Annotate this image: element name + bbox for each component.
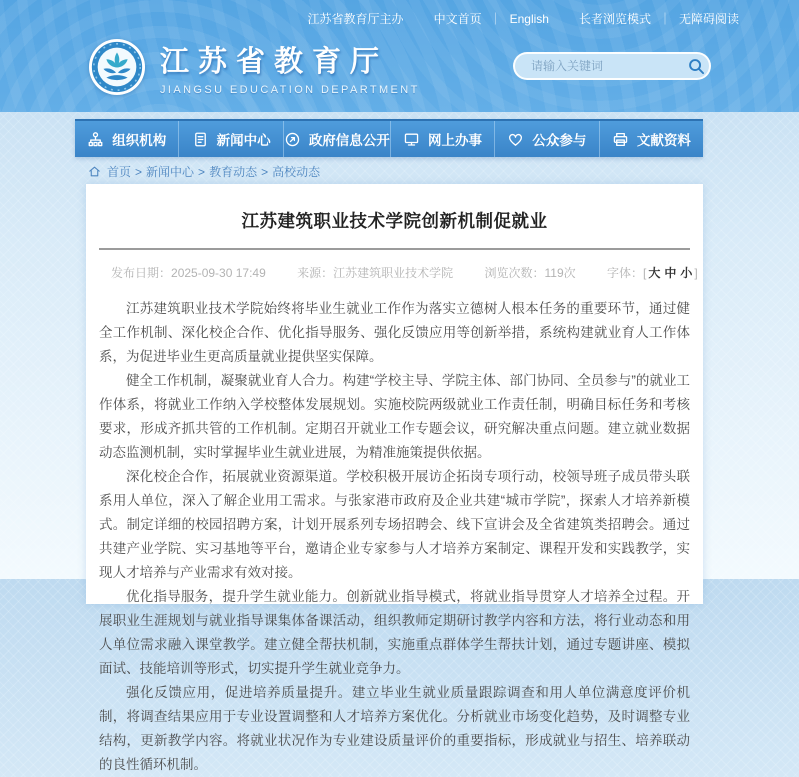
- breadcrumb-separator: >: [135, 164, 143, 179]
- breadcrumb-item-education-news[interactable]: 教育动态: [209, 165, 258, 179]
- nav-item-label: 新闻中心: [216, 133, 271, 148]
- bracket: ]: [694, 266, 698, 280]
- nav-item-public-participation[interactable]: [494, 121, 598, 157]
- nav-item-news[interactable]: [178, 121, 282, 157]
- topbar-separator: ｜: [489, 12, 502, 26]
- publish-date-label: 发布日期：: [111, 266, 172, 280]
- breadcrumb: [88, 163, 320, 180]
- topbar-link-sponsor[interactable]: 江苏省教育厅主办: [307, 12, 404, 26]
- breadcrumb-separator: >: [198, 164, 206, 179]
- printer-icon: [612, 131, 629, 148]
- nav-item-online-service[interactable]: [390, 121, 494, 157]
- source-value: 江苏建筑职业技术学院: [333, 266, 454, 280]
- search-button[interactable]: [688, 58, 705, 75]
- article-meta: [97, 264, 698, 281]
- breadcrumb-item-college-news[interactable]: 高校动态: [272, 165, 321, 179]
- nav-item-label: 政府信息公开: [308, 133, 390, 148]
- article-paragraph: 优化指导服务，提升学生就业能力。创新就业指导模式，将就业指导贯穿人才培养全过程。开展职业生涯规划与就业指导课集体备课活动，组织教师定期研讨教学内容和方法，将行业动态和用人单位需求融入课堂教学。建立健全帮扶机制，实施重点群体学生帮扶计划，通过专题讲座、模拟面试、技能培训等形式，切实提升学生就业竞争力。: [99, 589, 690, 676]
- nav-item-label: 网上办事: [428, 133, 483, 148]
- topbar-link-chinese-home[interactable]: 中文首页: [433, 12, 482, 26]
- views-group: [484, 264, 575, 281]
- nav-item-label: 文献资料: [636, 133, 691, 148]
- breadcrumb-item-news-center[interactable]: 新闻中心: [146, 165, 195, 179]
- article-paragraph: 江苏建筑职业技术学院始终将毕业生就业工作作为落实立德树人根本任务的重要环节，通过健全工作机制、深化校企合作、优化指导服务、强化反馈应用等创新举措，系统构建就业育人工作体系，为促进毕业生更高质量就业提供坚实保障。: [99, 301, 690, 364]
- site-title-en: JIANGSU EDUCATION DEPARTMENT: [160, 83, 420, 96]
- nav-item-organization[interactable]: [75, 121, 178, 157]
- breadcrumb-separator: >: [261, 164, 269, 179]
- nav-item-label: 公众参与: [532, 133, 587, 148]
- topbar-separator: ｜: [658, 12, 671, 26]
- article-body: [97, 297, 692, 777]
- font-size-label: 字体：: [606, 266, 643, 280]
- topbar-link-accessibility[interactable]: 无障碍阅读: [678, 12, 739, 26]
- font-size-group: [607, 264, 698, 281]
- source-group: [297, 264, 453, 281]
- search-icon: [688, 58, 705, 75]
- logo-emblem-icon: [88, 38, 146, 96]
- nav-item-label: 组织机构: [112, 133, 167, 148]
- views-label: 浏览次数：: [484, 266, 545, 280]
- article-card: [86, 184, 703, 772]
- topbar-link-english[interactable]: English: [509, 11, 549, 26]
- site-logo[interactable]: [88, 38, 420, 96]
- article-paragraph: 健全工作机制，凝聚就业育人合力。构建“学校主导、学院主体、部门协同、全员参与”的就业工作体系，将就业工作纳入学校整体发展规划。实施校院两级就业工作责任制，明确目标任务和考核要求，形成齐抓共管的工作机制。定期召开就业工作专题会议，研究解决重点问题。建立就业数据动态监测机制，实时掌握毕业生就业进展，为精准施策提供依据。: [99, 373, 690, 460]
- topbar-link-elder-mode[interactable]: 长者浏览模式: [578, 12, 651, 26]
- org-chart-icon: [87, 131, 104, 148]
- site-header: [0, 0, 799, 112]
- article-paragraph: 强化反馈应用，促进培养质量提升。建立毕业生就业质量跟踪调查和用人单位满意度评价机制，将调查结果应用于专业设置调整和人才培养方案优化。分析就业市场变化趋势，及时调整专业结构，更新教学内容。将就业状况作为专业建设质量评价的重要指标，形成就业与招生、培养联动的良性循环机制。: [99, 685, 690, 772]
- article-paragraph: 深化校企合作，拓展就业资源渠道。学校积极开展访企拓岗专项行动，校领导班子成员带头联系用人单位，深入了解企业用工需求。与张家港市政府及企业共建“城市学院”，探索人才培养新模式。制定详细的校园招聘方案，计划开展系列专场招聘会、线下宣讲会及全省建筑类招聘会。通过共建产业学院、实习基地等平台，邀请企业专家参与人才培养方案制定、课程开发和实践教学，实现人才培养与产业需求有效对接。: [99, 469, 690, 580]
- font-size-small[interactable]: 小: [680, 266, 693, 280]
- font-size-large[interactable]: 大: [648, 266, 661, 280]
- views-value: 119次: [544, 266, 576, 280]
- home-icon: [88, 165, 101, 178]
- heart-icon: [507, 131, 524, 148]
- nav-item-info-disclosure[interactable]: [283, 121, 390, 157]
- search-box: [513, 52, 711, 80]
- source-label: 来源：: [297, 266, 334, 280]
- nav-item-documents[interactable]: [599, 121, 703, 157]
- topbar: [0, 0, 799, 27]
- info-disclosure-icon: [284, 131, 301, 148]
- monitor-icon: [403, 131, 420, 148]
- news-doc-icon: [192, 131, 209, 148]
- main-nav: [75, 119, 703, 157]
- publish-date-value: 2025-09-30 17:49: [171, 266, 266, 280]
- site-title: 江苏省教育厅: [160, 45, 389, 78]
- search-input[interactable]: [529, 58, 688, 74]
- logo-text: [160, 39, 420, 96]
- publish-date-group: [111, 264, 266, 281]
- font-size-medium[interactable]: 中: [664, 266, 677, 280]
- title-divider: [99, 248, 690, 250]
- breadcrumb-item-home[interactable]: 首页: [107, 165, 132, 179]
- article-title: 江苏建筑职业技术学院创新机制促就业: [241, 211, 548, 231]
- bracket: [: [643, 266, 647, 280]
